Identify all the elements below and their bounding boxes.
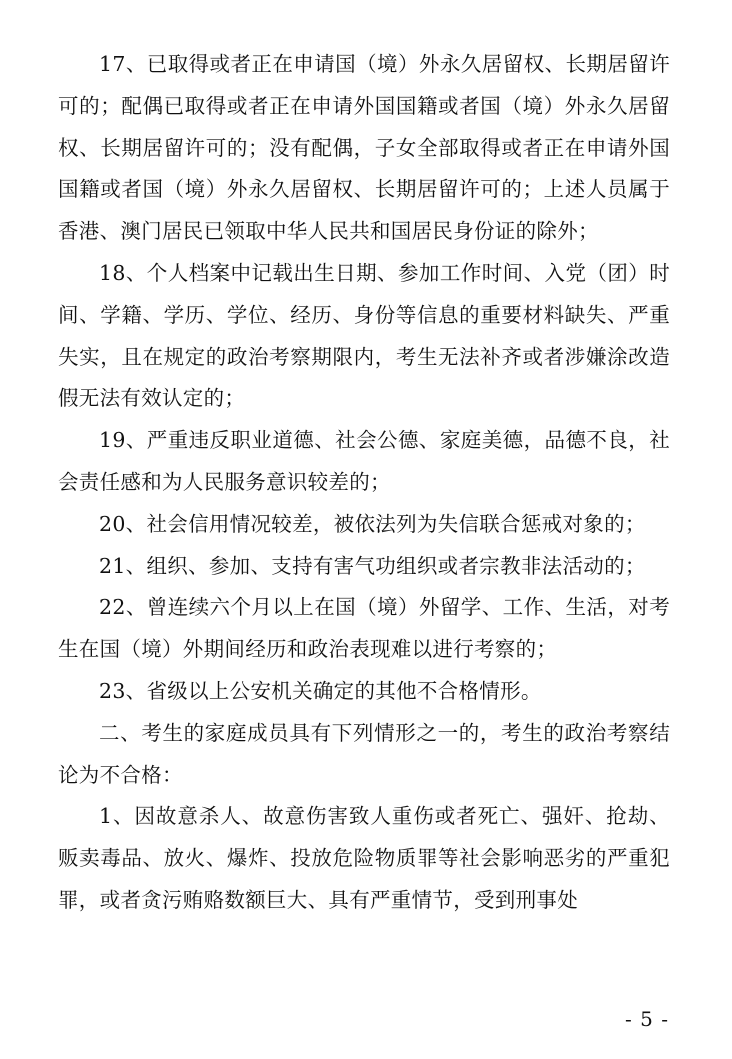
paragraph-item-18: 18、个人档案中记载出生日期、参加工作时间、入党（团）时间、学籍、学历、学位、经历、身份等信息的重要材料缺失、严重失实，且在规定的政治考察期限内，考生无法补齐或者涉嫌涂改造假无法有效认定的；	[58, 260, 670, 411]
paragraph-item-1: 1、因故意杀人、故意伤害致人重伤或者死亡、强奸、抢劫、贩卖毒品、放火、爆炸、投放危险物质罪等社会影响恶劣的严重犯罪，或者贪污贿赂数额巨大、具有严重情节，受到刑事处	[58, 804, 670, 912]
paragraph-item-17: 17、已取得或者正在申请国（境）外永久居留权、长期居留许可的；配偶已取得或者正在申请外国国籍或者国（境）外永久居留权、长期居留许可的；没有配偶，子女全部取得或者正在申请外国国籍或者国（境）外永久居留权、长期居留许可的；上述人员属于香港、澳门居民已领取中华人民共和国居民身份证的除外；	[58, 52, 670, 244]
paragraph-item-22: 22、曾连续六个月以上在国（境）外留学、工作、生活，对考生在国（境）外期间经历和政治表现难以进行考察的；	[58, 595, 670, 662]
paragraph-item-19: 19、严重违反职业道德、社会公德、家庭美德，品德不良，社会责任感和为人民服务意识较差的；	[58, 428, 670, 494]
section-heading-two: 二、考生的家庭成员具有下列情形之一的，考生的政治考察结论为不合格：	[58, 720, 670, 787]
page-number: - 5 -	[625, 1007, 669, 1031]
paragraph-item-20: 20、社会信用情况较差，被依法列为失信联合惩戒对象的；	[99, 511, 646, 536]
paragraph-item-23: 23、省级以上公安机关确定的其他不合格情形。	[99, 678, 542, 703]
paragraph-item-21: 21、组织、参加、支持有害气功组织或者宗教非法活动的；	[99, 553, 646, 578]
document-body	[58, 44, 670, 922]
